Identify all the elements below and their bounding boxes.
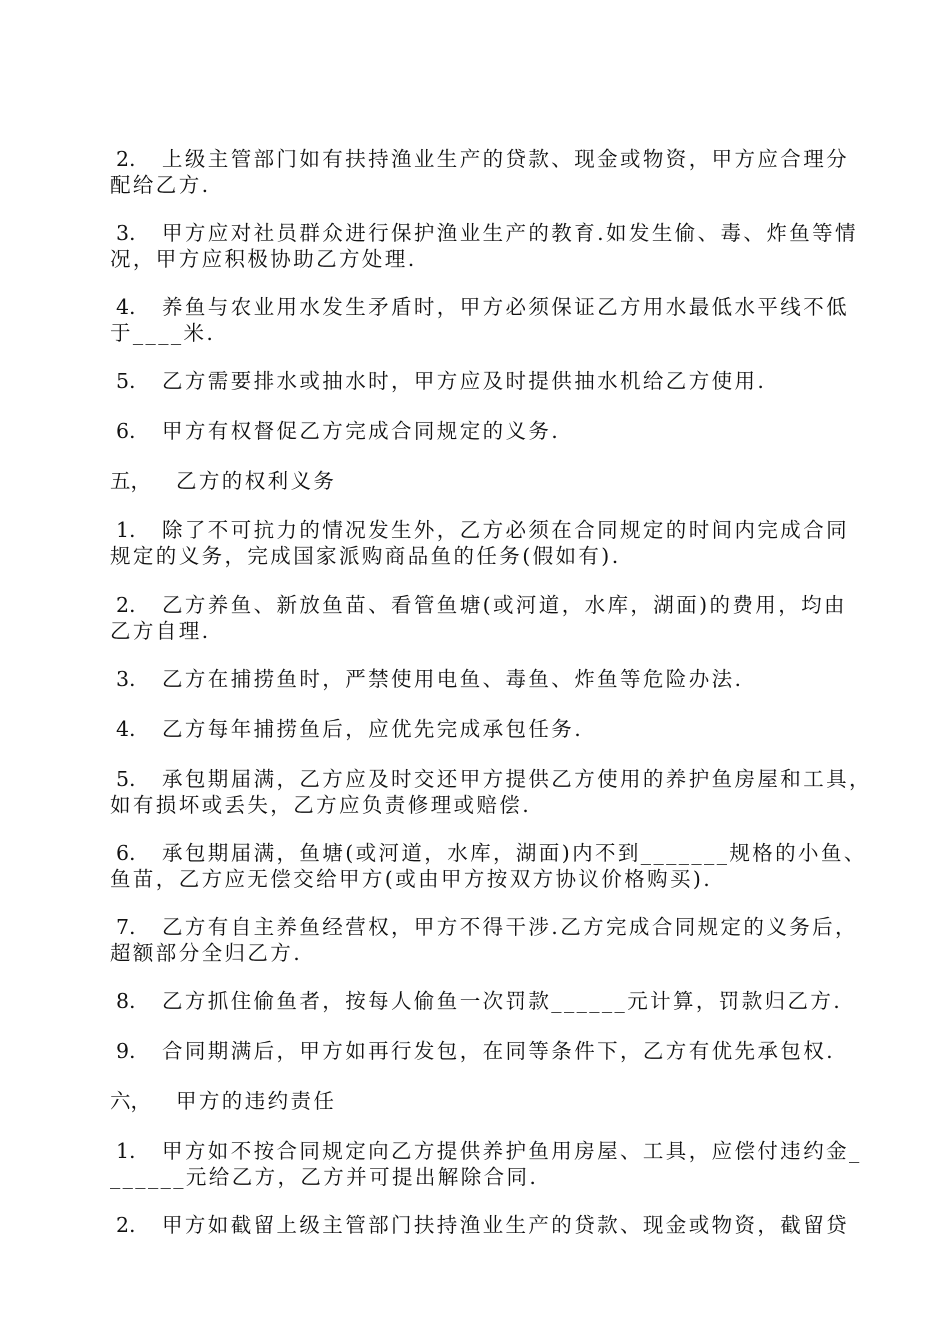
clause-4-5 (110, 368, 855, 394)
clause-number: 9. (116, 1039, 136, 1063)
clause-number: 6. (116, 841, 136, 865)
clause-5-3 (110, 666, 855, 692)
section-number: 五， (110, 469, 151, 493)
clause-text: 乙方抓住偷鱼者，按每人偷鱼一次罚款______元计算，罚款归乙方. (162, 989, 843, 1013)
clause-number: 1. (116, 518, 136, 542)
clause-number: 7. (116, 915, 136, 939)
clause-5-6 (110, 840, 867, 892)
clause-text-continued: 况，甲方应积极协助乙方处理. (110, 247, 417, 271)
clause-5-7 (110, 914, 858, 966)
clause-4-6 (110, 418, 855, 444)
clause-text: 除了不可抗力的情况发生外，乙方必须在合同规定的时间内完成合同 (162, 518, 849, 542)
clause-text: 甲方如不按合同规定向乙方提供养护鱼用房屋、工具，应偿付违约金_ (162, 1139, 862, 1163)
clause-number: 6. (116, 419, 136, 443)
clause-6-2 (110, 1212, 855, 1238)
clause-text-continued: 乙方自理. (110, 619, 211, 643)
clause-text-continued: ______元给乙方，乙方并可提出解除合同. (110, 1165, 539, 1189)
clause-text: 养鱼与农业用水发生矛盾时，甲方必须保证乙方用水最低水平线不低 (162, 295, 849, 319)
clause-5-5 (110, 766, 872, 818)
clause-text-continued: 配给乙方. (110, 173, 211, 197)
section-heading-6 (110, 1088, 336, 1114)
clause-5-2 (110, 592, 855, 644)
clause-text: 乙方每年捕捞鱼后，应优先完成承包任务. (162, 717, 584, 741)
clause-text: 甲方有权督促乙方完成合同规定的义务. (162, 419, 561, 443)
clause-text: 上级主管部门如有扶持渔业生产的贷款、现金或物资，甲方应合理分 (162, 147, 849, 171)
section-heading-5 (110, 468, 336, 494)
clause-text-continued: 于____米. (110, 321, 216, 345)
clause-text: 乙方需要排水或抽水时，甲方应及时提供抽水机给乙方使用. (162, 369, 767, 393)
clause-text: 甲方如截留上级主管部门扶持渔业生产的贷款、现金或物资，截留贷 (162, 1213, 849, 1237)
clause-6-1 (110, 1138, 862, 1190)
clause-number: 3. (116, 221, 136, 245)
clause-text-continued: 鱼苗，乙方应无偿交给甲方(或由甲方按双方协议价格购买). (110, 867, 713, 891)
clause-number: 1. (116, 1139, 136, 1163)
clause-number: 2. (116, 1213, 136, 1237)
section-title: 乙方的权利义务 (176, 469, 337, 493)
clause-number: 2. (116, 147, 136, 171)
clause-text-continued: 规定的义务，完成国家派购商品鱼的任务(假如有). (110, 544, 621, 568)
clause-text-continued: 如有损坏或丢失，乙方应负责修理或赔偿. (110, 793, 532, 817)
clause-text: 承包期届满，鱼塘(或河道，水库，湖面)内不到_______规格的小鱼、 (162, 841, 867, 865)
clause-number: 2. (116, 593, 136, 617)
clause-text: 承包期届满，乙方应及时交还甲方提供乙方使用的养护鱼房屋和工具， (162, 767, 872, 791)
clause-text: 乙方养鱼、新放鱼苗、看管鱼塘(或河道，水库，湖面)的费用，均由 (162, 593, 847, 617)
clause-number: 4. (116, 717, 136, 741)
clause-number: 8. (116, 989, 136, 1013)
clause-text: 合同期满后，甲方如再行发包，在同等条件下，乙方有优先承包权. (162, 1039, 836, 1063)
clause-number: 5. (116, 369, 136, 393)
clause-text: 乙方有自主养鱼经营权，甲方不得干涉.乙方完成合同规定的义务后， (162, 915, 858, 939)
clause-number: 4. (116, 295, 136, 319)
clause-number: 3. (116, 667, 136, 691)
clause-text-continued: 超额部分全归乙方. (110, 941, 303, 965)
clause-text: 乙方在捕捞鱼时，严禁使用电鱼、毒鱼、炸鱼等危险办法. (162, 667, 744, 691)
clause-4-4 (110, 294, 855, 346)
clause-5-1 (110, 517, 855, 569)
section-number: 六， (110, 1089, 151, 1113)
clause-5-8 (110, 988, 855, 1014)
clause-text: 甲方应对社员群众进行保护渔业生产的教育.如发生偷、毒、炸鱼等情 (162, 221, 858, 245)
clause-4-2 (110, 146, 855, 198)
clause-5-4 (110, 716, 855, 742)
clause-number: 5. (116, 767, 136, 791)
clause-5-9 (110, 1038, 855, 1064)
clause-4-3 (110, 220, 858, 272)
section-title: 甲方的违约责任 (176, 1089, 337, 1113)
